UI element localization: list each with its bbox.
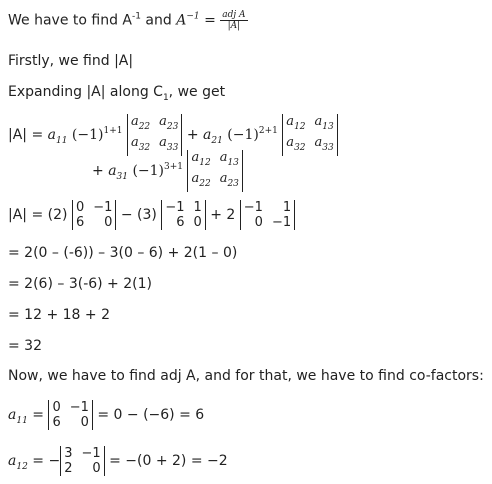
term-1-sign: (−1) <box>67 127 104 143</box>
det-lhs: |A| = <box>8 127 48 143</box>
entry-subscript: 13 <box>322 122 334 132</box>
minor-2-entry: $a_{12}$ <box>286 114 306 132</box>
entry-subscript: 22 <box>199 179 211 189</box>
numeric-minor-3-entry: −1 <box>271 215 292 230</box>
cof1-minor-entry: −1 <box>69 400 89 415</box>
fraction-numerator: adj A <box>222 10 246 20</box>
cof1-minor-entry: 6 <box>52 415 61 430</box>
numeric-expansion <box>8 200 295 230</box>
inverse-exponent: -1 <box>132 11 141 22</box>
entry-subscript: 22 <box>138 122 151 132</box>
term-1-exp: 1+1 <box>103 126 123 136</box>
cof2-eq: = − <box>27 453 61 469</box>
minor-3-entry: $a_{22}$ <box>191 171 211 189</box>
minor-3-entry: $a_{23}$ <box>219 171 239 189</box>
cof2-minor-entry: 0 <box>92 461 101 476</box>
step-line: = 12 + 18 + 2 <box>8 307 110 323</box>
minor-2 <box>282 114 337 156</box>
numeric-minor-2-entry: −1 <box>165 200 185 215</box>
plus-3: + <box>92 163 109 179</box>
step-line: = 2(6) – 3(-6) + 2(1) <box>8 276 152 292</box>
numeric-minor-1-entry: 0 <box>104 215 113 230</box>
expanding-tail: , we get <box>168 84 226 100</box>
cof2-minor <box>60 446 104 476</box>
cof1-sub: 11 <box>16 416 28 426</box>
numeric-minor-2 <box>161 200 205 230</box>
minor-3-entry: $a_{12}$ <box>191 150 211 168</box>
cof1-minor-entry: 0 <box>52 400 61 415</box>
numeric-lhs: |A| = (2) <box>8 207 68 223</box>
numeric-minor-3 <box>240 200 295 230</box>
term-1-a: a <box>47 127 57 143</box>
cof1-eq: = <box>27 407 49 423</box>
term-2-sub: 21 <box>211 136 223 146</box>
cofactor-intro: Now, we have to find adj A, and for that, we have to find co-factors: <box>8 368 484 384</box>
numeric-minor-3-entry: −1 <box>243 200 263 215</box>
adj-fraction <box>220 10 247 31</box>
entry-subscript: 33 <box>322 143 334 153</box>
entry-subscript: 32 <box>138 143 151 153</box>
entry-subscript: 13 <box>227 158 239 168</box>
numeric-minor-2-entry: 0 <box>193 215 202 230</box>
cof1-symbol <box>8 407 28 426</box>
equals: = <box>199 12 221 29</box>
entry-subscript: 33 <box>166 143 179 153</box>
entry-subscript: 12 <box>294 122 306 132</box>
term-1-sub: 11 <box>56 136 68 146</box>
expanding-line <box>8 84 225 103</box>
cofactor-a12-line <box>8 446 228 476</box>
fraction-denominator: |A| <box>227 21 241 31</box>
entry-subscript: 32 <box>294 143 306 153</box>
term-2-sign: (−1) <box>222 127 259 143</box>
term-3-sign: (−1) <box>128 163 165 179</box>
term-3-a: a <box>108 163 117 179</box>
find-det-line: Firstly, we find |A| <box>8 53 134 69</box>
inverse-exponent-2: −1 <box>186 11 200 22</box>
plus-2: + <box>186 127 204 143</box>
minor-2-entry: $a_{32}$ <box>286 135 306 153</box>
cof2-minor-entry: −1 <box>81 446 101 461</box>
term-3 <box>108 162 184 182</box>
numeric-minor-1 <box>72 200 116 230</box>
entry-subscript: 23 <box>227 179 239 189</box>
cof1-minor <box>48 400 92 430</box>
minor-3 <box>187 150 242 192</box>
column-subscript: 1 <box>162 93 169 103</box>
minor-1-entry: $a_{32}$ <box>130 135 151 153</box>
numeric-op-3: + 2 <box>210 207 236 223</box>
minor-2-entry: $a_{33}$ <box>314 135 334 153</box>
minor-1-entry: $a_{22}$ <box>130 114 151 132</box>
numeric-minor-3-entry: 0 <box>254 215 263 230</box>
cof1-result: = 0 − (−6) = 6 <box>92 407 205 423</box>
minor-1-entry: $a_{23}$ <box>159 114 179 132</box>
cof2-result: = −(0 + 2) = −2 <box>104 453 228 469</box>
cof2-sub: 12 <box>16 462 28 472</box>
inverse-formula-line <box>8 10 248 31</box>
term-3-sub: 31 <box>116 172 128 182</box>
cof2-a: a <box>8 453 17 469</box>
numeric-op-2: − (3) <box>120 207 157 223</box>
term-1 <box>47 126 123 146</box>
cof1-minor-entry: 0 <box>80 415 89 430</box>
term-2-a: a <box>203 127 212 143</box>
cof2-symbol <box>8 453 28 472</box>
numeric-minor-1-entry: 0 <box>75 200 85 215</box>
term-3-exp: 3+1 <box>164 162 184 172</box>
numeric-minor-3-entry: 1 <box>282 200 292 215</box>
entry-subscript: 12 <box>199 158 211 168</box>
intro-text: We have to find A <box>8 12 132 29</box>
cof2-minor-entry: 3 <box>64 446 73 461</box>
matrix-symbol: A <box>176 12 187 29</box>
cof1-a: a <box>8 407 17 423</box>
expansion-row-2 <box>92 150 243 192</box>
term-2 <box>203 126 278 146</box>
step-line: = 2(0 – (-6)) – 3(0 – 6) + 2(1 – 0) <box>8 245 238 261</box>
minor-1-entry: $a_{33}$ <box>159 135 179 153</box>
numeric-minor-1-entry: −1 <box>93 200 113 215</box>
minor-2-entry: $a_{13}$ <box>314 114 334 132</box>
cofactor-a11-line <box>8 400 204 430</box>
numeric-minor-2-entry: 1 <box>193 200 202 215</box>
term-2-exp: 2+1 <box>258 126 278 136</box>
expanding-text: Expanding |A| along C <box>8 84 163 100</box>
and-text: and <box>140 12 177 29</box>
step-line: = 32 <box>8 338 42 354</box>
minor-3-entry: $a_{13}$ <box>219 150 239 168</box>
cof2-minor-entry: 2 <box>64 461 73 476</box>
numeric-minor-2-entry: 6 <box>176 215 185 230</box>
entry-subscript: 23 <box>166 122 179 132</box>
numeric-minor-1-entry: 6 <box>75 215 85 230</box>
